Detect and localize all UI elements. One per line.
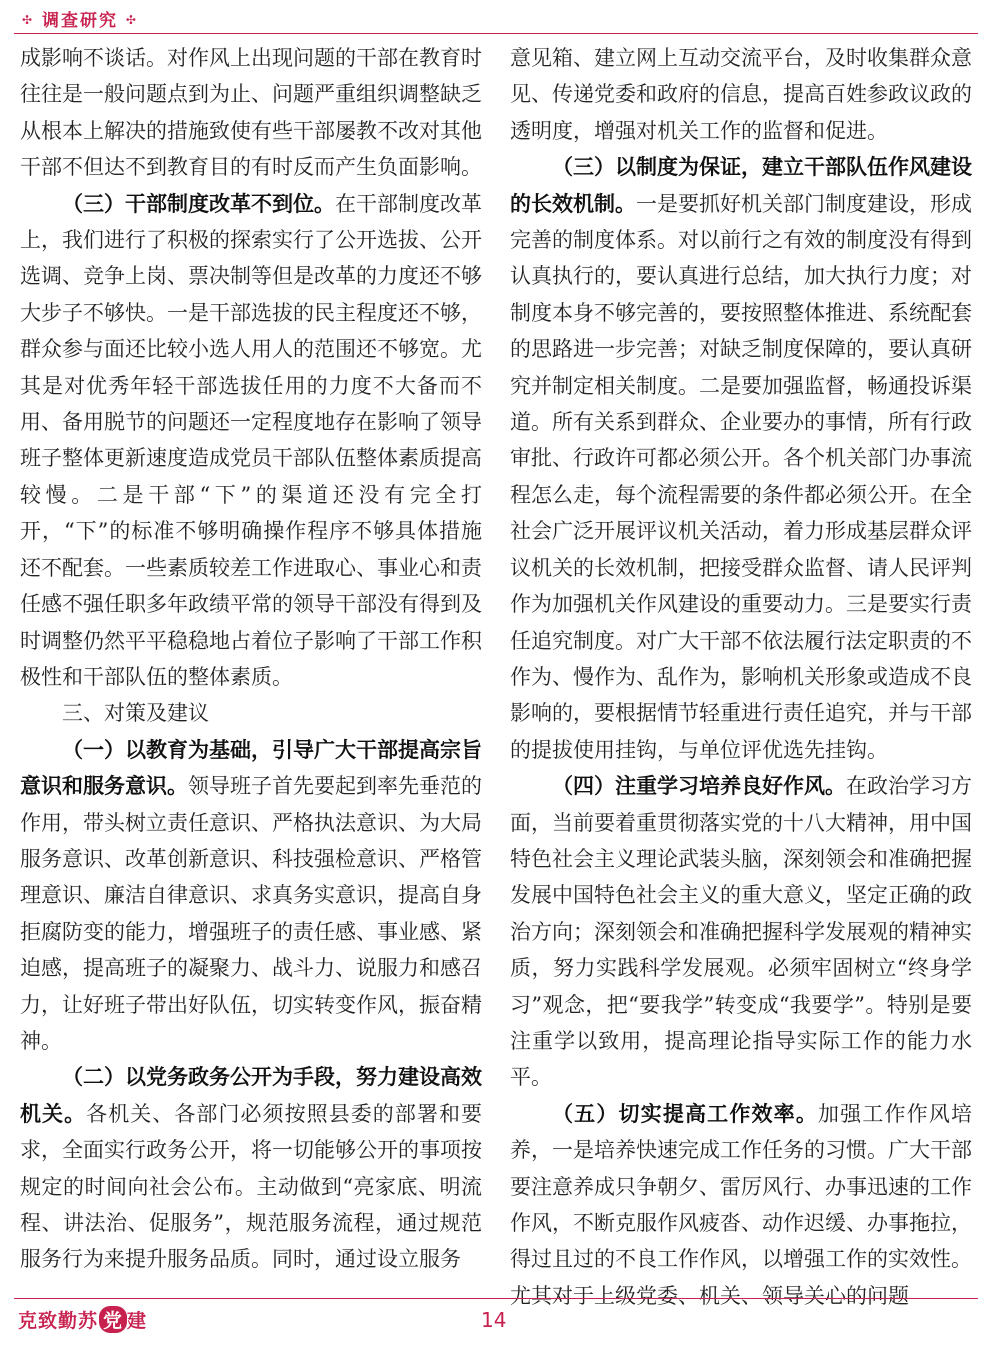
paragraph-heading: （五）切实提高工作效率。 [552, 1101, 818, 1126]
section-heading-text: 三、对策及建议 [62, 701, 209, 726]
left-column [20, 40, 482, 1278]
page-number: 14 [481, 1308, 507, 1332]
magazine-logo [18, 1306, 147, 1333]
paragraph-heading: （三）干部制度改革不到位。 [62, 191, 335, 216]
paragraph [20, 732, 482, 1060]
paragraph-text: 一是要抓好机关部门制度建设，形成完善的制度体系。对以前行之有效的制度没有得到认真执行的，要认真进行总结，加大执行力度；对制度本身不够完善的，要按照整体推进、系统配套的思路进一步完善；对缺乏制度保障的，要认真研究并制定相关制度。二是要加强监督，畅通投诉渠道。所有关系到群众、企业要办的事情，所有行政审批、行政许可都必须公开。各个机关部门办事流程怎么走，每个流程需要的条件都必须公开。在全社会广泛开展评议机关活动，着力形成基层群众评议机关的长效机制，把接受群众监督、请人民评判作为加强机关作风建设的重要动力。三是要实行责任追究制度。对广大干部不依法履行法定职责的不作为、慢作为、乱作为，影响机关形象或造成不良影响的，要根据情节轻重进行责任追究，并与干部的提拔使用挂钩，与单位评优选先挂钩。 [510, 191, 972, 762]
paragraph-heading: （二）以党务政务公开为手段，努力建设高效机关。 [20, 1065, 482, 1126]
header-ornament-right-icon: ✣ [125, 13, 138, 27]
brand-main-text: 克致勤苏 [18, 1310, 99, 1332]
paragraph-heading: （四）注重学习培养良好作风。 [552, 774, 846, 799]
paragraph-text: 在政治学习方面，当前要着重贯彻落实党的十八大精神，用中国特色社会主义理论武装头脑，深刻领会和准确把握发展中国特色社会主义的重大意义，坚定正确的政治方向；深刻领会和准确把握科学发展观的精神实质，努力实践科学发展观。必须牢固树立“终身学习”观念，把“要我学”转变成“我要学”。特别是要注重学以致用，提高理论指导实际工作的能力水平。 [510, 774, 972, 1090]
footer-divider [14, 1298, 978, 1299]
paragraph-heading: （三）以制度为保证，建立干部队伍作风建设的长效机制。 [510, 155, 972, 216]
paragraph-text: 领导班子首先要起到率先垂范的作用，带头树立责任意识、严格执法意识、为大局服务意识、改革创新意识、科技强检意识、严格管理意识、廉洁自律意识、求真务实意识，提高自身拒腐防变的能力，增强班子的责任感、事业感、紧迫感，提高班子的凝聚力、战斗力、说服力和感召力，让好班子带出好队伍，切实转变作风，振奋精神。 [20, 774, 482, 1053]
paragraph-text: 成影响不谈话。对作风上出现问题的干部在教育时往往是一般问题点到为止、问题严重组织调整缺乏从根本上解决的措施致使有些干部屡教不改对其他干部不但达不到教育目的有时反而产生负面影响。 [20, 46, 482, 180]
paragraph-heading: （一）以教育为基础，引导广大干部提高宗旨意识和服务意识。 [20, 737, 482, 799]
paragraph [510, 768, 972, 1096]
section-header [22, 6, 138, 31]
brand-tail-text: 建 [127, 1310, 148, 1332]
paragraph-text: 意见箱、建立网上互动交流平台，及时收集群众意见、传递党委和政府的信息，提高百姓参政议政的透明度，增强对机关工作的监督和促进。 [510, 46, 972, 143]
paragraph-text: 加强工作作风培养，一是培养快速完成工作任务的习惯。广大干部要注意养成只争朝夕、雷厉风行、办事迅速的工作作风，不断克服作风疲沓、动作迟缓、办事拖拉，得过且过的不良工作作风，以增强工作的实效性。尤其对于上级党委、机关、领导关心的问题 [510, 1101, 972, 1308]
paragraph-text: 在干部制度改革上，我们进行了积极的探索实行了公开选拔、公开选调、竞争上岗、票决制等但是改革的力度还不够大步子不够快。一是干部选拔的民主程度还不够，群众参与面还比较小选人用人的范围还不够宽。尤其是对优秀年轻干部选拔任用的力度不大备而不用、备用脱节的问题还一定程度地存在影响了领导班子整体更新速度造成党员干部队伍整体素质提高较慢。二是干部“下”的渠道还没有完全打开，“下”的标准不够明确操作程序不够具体措施还不配套。一些素质较差工作进取心、事业心和责任感不强任职多年政绩平常的领导干部没有得到及时调整仍然平平稳稳地占着位子影响了干部工作积极性和干部队伍的整体素质。 [20, 191, 482, 689]
section-heading [20, 695, 482, 731]
paragraph [510, 40, 972, 149]
paragraph [510, 1096, 972, 1314]
brand-highlight-badge: 党 [99, 1306, 127, 1333]
header-divider [14, 33, 978, 34]
paragraph [510, 149, 972, 768]
paragraph-text: 各机关、各部门必须按照县委的部署和要求，全面实行政务公开，将一切能够公开的事项按规定的时间向社会公布。主动做到“亮家底、明流程、讲法治、促服务”，规范服务流程，通过规范服务行为来提升服务品质。同时，通过设立服务 [20, 1101, 483, 1272]
paragraph [20, 40, 482, 186]
paragraph [20, 1059, 482, 1277]
header-ornament-left-icon: ✣ [22, 13, 35, 27]
right-column [510, 40, 972, 1314]
section-title: 调查研究 [41, 11, 118, 31]
paragraph [20, 186, 482, 696]
